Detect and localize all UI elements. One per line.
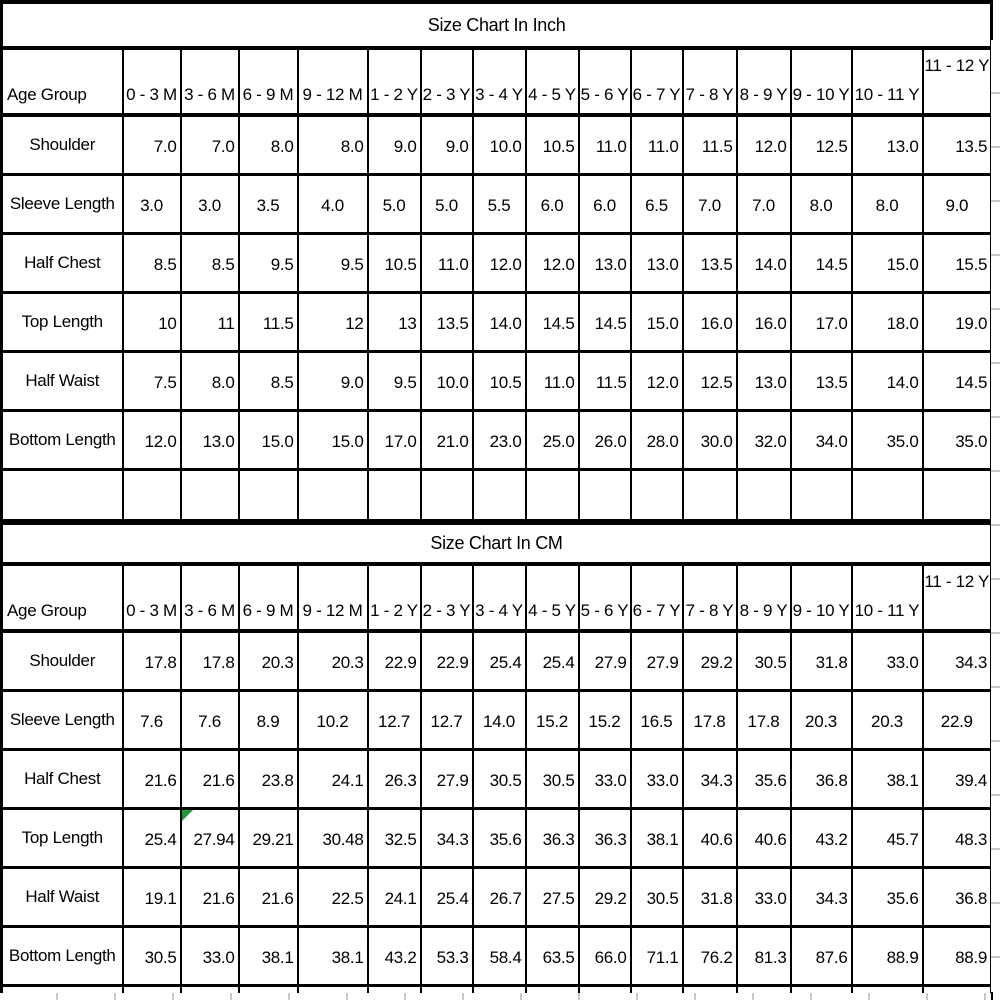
column-header: 9 - 12 M [298, 48, 368, 115]
value-cell: 23.0 [473, 411, 526, 470]
value-cell: 7.0 [181, 115, 239, 175]
value-cell: 11.0 [631, 115, 683, 175]
value-cell: 13.5 [791, 352, 852, 411]
value-cell: 25.4 [473, 631, 526, 691]
value-cell: 36.8 [923, 868, 992, 927]
row-label: Sleeve Length [2, 175, 123, 234]
value-cell: 31.8 [683, 868, 737, 927]
value-cell: 34.3 [791, 868, 852, 927]
empty-cell [421, 470, 473, 521]
value-cell: 21.6 [123, 750, 181, 809]
value-cell: 21.0 [421, 411, 473, 470]
empty-cell [473, 470, 526, 521]
value-cell: 13.5 [421, 293, 473, 352]
value-cell: 20.3 [852, 691, 923, 750]
value-cell: 9.0 [298, 352, 368, 411]
value-cell: 15.2 [579, 691, 631, 750]
value-cell: 88.9 [852, 927, 923, 986]
empty-cell [181, 470, 239, 521]
row-label: Half Waist [2, 868, 123, 927]
column-header: 0 - 3 M [123, 48, 181, 115]
value-cell: 8.0 [852, 175, 923, 234]
value-cell: 27.9 [579, 631, 631, 691]
value-cell: 15.0 [239, 411, 298, 470]
table-row [2, 809, 992, 868]
value-cell: 38.1 [298, 927, 368, 986]
value-cell: 12.0 [123, 411, 181, 470]
value-cell: 36.3 [579, 809, 631, 868]
column-header: 9 - 10 Y [791, 48, 852, 115]
value-cell: 22.9 [421, 631, 473, 691]
value-cell: 14.0 [473, 293, 526, 352]
value-cell: 10.5 [368, 234, 421, 293]
table-row [2, 115, 992, 175]
column-header: 6 - 9 M [239, 564, 298, 631]
empty-cell [791, 470, 852, 521]
empty-cell [631, 470, 683, 521]
value-cell: 16.5 [631, 691, 683, 750]
value-cell: 8.9 [239, 691, 298, 750]
empty-cell [2, 470, 123, 521]
value-cell: 28.0 [631, 411, 683, 470]
empty-cell [526, 470, 579, 521]
value-cell: 14.0 [852, 352, 923, 411]
table-row [2, 175, 992, 234]
table-title-row [2, 524, 992, 565]
value-cell: 12.7 [421, 691, 473, 750]
value-cell: 13.5 [923, 115, 992, 175]
column-header: 8 - 9 Y [737, 564, 791, 631]
value-cell: 7.0 [123, 115, 181, 175]
column-header: 6 - 7 Y [631, 564, 683, 631]
value-cell: 30.5 [473, 750, 526, 809]
column-header: 4 - 5 Y [526, 564, 579, 631]
column-header: 4 - 5 Y [526, 48, 579, 115]
age-group-header-cell: Age Group [2, 48, 123, 115]
value-cell: 21.6 [239, 868, 298, 927]
value-cell: 7.0 [683, 175, 737, 234]
value-cell: 12.0 [526, 234, 579, 293]
table-row [2, 411, 992, 470]
value-cell: 27.5 [526, 868, 579, 927]
table-title-row [2, 2, 992, 48]
value-cell: 19.0 [923, 293, 992, 352]
column-header: 11 - 12 Y [923, 48, 992, 115]
column-header: 3 - 4 Y [473, 564, 526, 631]
value-cell: 13.0 [631, 234, 683, 293]
value-cell: 12.5 [791, 115, 852, 175]
value-cell: 22.9 [368, 631, 421, 691]
column-header: 5 - 6 Y [579, 564, 631, 631]
sheet-gridlines-bottom-margin [0, 993, 991, 1000]
value-cell: 87.6 [791, 927, 852, 986]
value-cell: 34.0 [791, 411, 852, 470]
value-cell: 12 [298, 293, 368, 352]
value-cell: 36.8 [791, 750, 852, 809]
value-cell: 17.8 [737, 691, 791, 750]
value-cell: 35.0 [852, 411, 923, 470]
value-cell: 3.0 [123, 175, 181, 234]
value-cell: 58.4 [473, 927, 526, 986]
value-cell: 13 [368, 293, 421, 352]
value-cell: 5.0 [421, 175, 473, 234]
value-cell: 10.5 [473, 352, 526, 411]
value-cell: 35.6 [852, 868, 923, 927]
value-cell: 12.0 [737, 115, 791, 175]
value-cell: 17.0 [368, 411, 421, 470]
empty-cell [239, 470, 298, 521]
column-header: 10 - 11 Y [852, 48, 923, 115]
empty-cell [579, 470, 631, 521]
value-cell: 17.8 [123, 631, 181, 691]
table-row [2, 293, 992, 352]
value-cell: 9.0 [923, 175, 992, 234]
column-header: 9 - 10 Y [791, 564, 852, 631]
value-cell: 33.0 [181, 927, 239, 986]
value-cell: 3.5 [239, 175, 298, 234]
age-group-header-cell: Age Group [2, 564, 123, 631]
value-cell: 8.0 [791, 175, 852, 234]
value-cell: 45.7 [852, 809, 923, 868]
value-cell: 8.0 [239, 115, 298, 175]
value-cell: 88.9 [923, 927, 992, 986]
row-label: Sleeve Length [2, 691, 123, 750]
value-cell: 35.0 [923, 411, 992, 470]
empty-cell [683, 470, 737, 521]
value-cell: 9.5 [239, 234, 298, 293]
value-cell: 20.3 [791, 691, 852, 750]
value-cell: 15.0 [631, 293, 683, 352]
column-header: 3 - 4 Y [473, 48, 526, 115]
value-cell: 5.5 [473, 175, 526, 234]
value-cell: 13.0 [579, 234, 631, 293]
value-cell: 15.5 [923, 234, 992, 293]
value-cell: 23.8 [239, 750, 298, 809]
value-cell: 8.0 [181, 352, 239, 411]
value-cell: 11 [181, 293, 239, 352]
table-row [2, 631, 992, 691]
table-row [2, 750, 992, 809]
value-cell: 33.0 [631, 750, 683, 809]
value-cell: 66.0 [579, 927, 631, 986]
value-cell: 27.9 [421, 750, 473, 809]
table-row [2, 234, 992, 293]
value-cell: 33.0 [852, 631, 923, 691]
value-cell: 43.2 [368, 927, 421, 986]
value-cell: 29.2 [579, 868, 631, 927]
column-header: 2 - 3 Y [421, 48, 473, 115]
value-cell: 19.1 [123, 868, 181, 927]
column-header: 3 - 6 M [181, 564, 239, 631]
column-header: 2 - 3 Y [421, 564, 473, 631]
value-cell: 30.5 [737, 631, 791, 691]
value-cell: 11.5 [683, 115, 737, 175]
value-cell: 32.5 [368, 809, 421, 868]
value-cell: 7.6 [123, 691, 181, 750]
value-cell: 12.0 [631, 352, 683, 411]
value-cell: 14.0 [473, 691, 526, 750]
value-cell: 13.0 [737, 352, 791, 411]
value-cell: 8.5 [239, 352, 298, 411]
value-cell: 11.0 [579, 115, 631, 175]
value-cell: 14.5 [579, 293, 631, 352]
value-cell: 18.0 [852, 293, 923, 352]
value-cell: 10.0 [473, 115, 526, 175]
value-cell: 20.3 [298, 631, 368, 691]
value-cell: 30.48 [298, 809, 368, 868]
value-cell: 35.6 [737, 750, 791, 809]
row-label: Shoulder [2, 631, 123, 691]
empty-row [2, 470, 992, 521]
value-cell: 34.3 [923, 631, 992, 691]
value-cell: 38.1 [852, 750, 923, 809]
value-cell: 25.4 [123, 809, 181, 868]
value-cell: 15.2 [526, 691, 579, 750]
table-row [2, 868, 992, 927]
value-cell: 27.94 [181, 809, 239, 868]
column-header: 3 - 6 M [181, 48, 239, 115]
value-cell: 53.3 [421, 927, 473, 986]
column-header: 6 - 7 Y [631, 48, 683, 115]
value-cell: 39.4 [923, 750, 992, 809]
value-cell: 9.5 [368, 352, 421, 411]
empty-cell [737, 470, 791, 521]
row-label: Half Waist [2, 352, 123, 411]
value-cell: 14.5 [526, 293, 579, 352]
error-flag-triangle [182, 810, 193, 821]
value-cell: 26.0 [579, 411, 631, 470]
value-cell: 6.0 [526, 175, 579, 234]
value-cell: 36.3 [526, 809, 579, 868]
value-cell: 21.6 [181, 750, 239, 809]
value-cell: 4.0 [298, 175, 368, 234]
empty-cell [852, 470, 923, 521]
table-row [2, 927, 992, 986]
value-cell: 6.5 [631, 175, 683, 234]
column-header: 9 - 12 M [298, 564, 368, 631]
value-cell: 27.9 [631, 631, 683, 691]
row-label: Half Chest [2, 234, 123, 293]
value-cell: 8.5 [123, 234, 181, 293]
value-cell: 29.2 [683, 631, 737, 691]
value-cell: 17.0 [791, 293, 852, 352]
table-row [2, 352, 992, 411]
value-cell: 15.0 [852, 234, 923, 293]
value-cell: 30.5 [631, 868, 683, 927]
value-cell: 30.5 [526, 750, 579, 809]
value-cell: 17.8 [683, 691, 737, 750]
column-header: 5 - 6 Y [579, 48, 631, 115]
table-row [2, 691, 992, 750]
row-label: Bottom Length [2, 411, 123, 470]
value-cell: 10.5 [526, 115, 579, 175]
value-cell: 81.3 [737, 927, 791, 986]
value-cell: 8.0 [298, 115, 368, 175]
value-cell: 25.4 [421, 868, 473, 927]
value-cell: 40.6 [737, 809, 791, 868]
value-cell: 14.5 [923, 352, 992, 411]
value-cell: 31.8 [791, 631, 852, 691]
value-cell: 5.0 [368, 175, 421, 234]
value-cell: 13.0 [852, 115, 923, 175]
value-cell: 3.0 [181, 175, 239, 234]
value-cell: 33.0 [737, 868, 791, 927]
value-cell: 38.1 [239, 927, 298, 986]
value-cell: 16.0 [683, 293, 737, 352]
column-header: 10 - 11 Y [852, 564, 923, 631]
value-cell: 13.0 [181, 411, 239, 470]
column-header: 1 - 2 Y [368, 564, 421, 631]
value-cell: 10.0 [421, 352, 473, 411]
value-cell: 25.4 [526, 631, 579, 691]
value-cell: 7.6 [181, 691, 239, 750]
value-cell: 9.0 [368, 115, 421, 175]
value-cell: 14.5 [791, 234, 852, 293]
value-cell: 11.0 [421, 234, 473, 293]
value-cell: 34.3 [683, 750, 737, 809]
value-cell: 22.5 [298, 868, 368, 927]
empty-cell [368, 470, 421, 521]
value-cell: 11.5 [239, 293, 298, 352]
value-cell: 7.0 [737, 175, 791, 234]
value-cell: 43.2 [791, 809, 852, 868]
value-cell: 35.6 [473, 809, 526, 868]
value-cell: 30.5 [123, 927, 181, 986]
value-cell: 14.0 [737, 234, 791, 293]
value-cell: 33.0 [579, 750, 631, 809]
column-header: 6 - 9 M [239, 48, 298, 115]
value-cell: 30.0 [683, 411, 737, 470]
row-label: Shoulder [2, 115, 123, 175]
table-title: Size Chart In Inch [2, 2, 992, 48]
value-cell: 63.5 [526, 927, 579, 986]
empty-cell [298, 470, 368, 521]
value-cell: 24.1 [298, 750, 368, 809]
column-header: 7 - 8 Y [683, 48, 737, 115]
value-cell: 26.3 [368, 750, 421, 809]
empty-cell [923, 470, 992, 521]
column-header: 8 - 9 Y [737, 48, 791, 115]
age-group-header-row [2, 48, 992, 115]
value-cell: 12.5 [683, 352, 737, 411]
value-cell: 11.0 [526, 352, 579, 411]
value-cell: 17.8 [181, 631, 239, 691]
value-cell: 26.7 [473, 868, 526, 927]
row-label: Half Chest [2, 750, 123, 809]
row-label: Top Length [2, 809, 123, 868]
value-cell: 32.0 [737, 411, 791, 470]
column-header: 7 - 8 Y [683, 564, 737, 631]
value-cell: 6.0 [579, 175, 631, 234]
row-label: Top Length [2, 293, 123, 352]
value-cell: 21.6 [181, 868, 239, 927]
value-cell: 48.3 [923, 809, 992, 868]
value-cell: 24.1 [368, 868, 421, 927]
row-label: Bottom Length [2, 927, 123, 986]
value-cell: 7.5 [123, 352, 181, 411]
column-header: 11 - 12 Y [923, 564, 992, 631]
value-cell: 71.1 [631, 927, 683, 986]
value-cell: 34.3 [421, 809, 473, 868]
value-cell: 20.3 [239, 631, 298, 691]
value-cell: 38.1 [631, 809, 683, 868]
value-cell: 10.2 [298, 691, 368, 750]
age-group-header-row [2, 564, 992, 631]
value-cell: 9.5 [298, 234, 368, 293]
value-cell: 10 [123, 293, 181, 352]
value-cell: 8.5 [181, 234, 239, 293]
table-title: Size Chart In CM [2, 524, 992, 565]
value-cell: 9.0 [421, 115, 473, 175]
empty-cell [123, 470, 181, 521]
value-cell: 13.5 [683, 234, 737, 293]
value-cell: 16.0 [737, 293, 791, 352]
value-cell: 25.0 [526, 411, 579, 470]
column-header: 0 - 3 M [123, 564, 181, 631]
column-header: 1 - 2 Y [368, 48, 421, 115]
value-cell: 22.9 [923, 691, 992, 750]
value-cell: 11.5 [579, 352, 631, 411]
value-cell: 12.0 [473, 234, 526, 293]
sheet-gridlines-right-margin [991, 40, 1000, 992]
value-cell: 12.7 [368, 691, 421, 750]
value-cell: 40.6 [683, 809, 737, 868]
value-cell: 29.21 [239, 809, 298, 868]
value-cell: 15.0 [298, 411, 368, 470]
size-chart-cm-table [0, 522, 993, 1000]
value-cell: 76.2 [683, 927, 737, 986]
